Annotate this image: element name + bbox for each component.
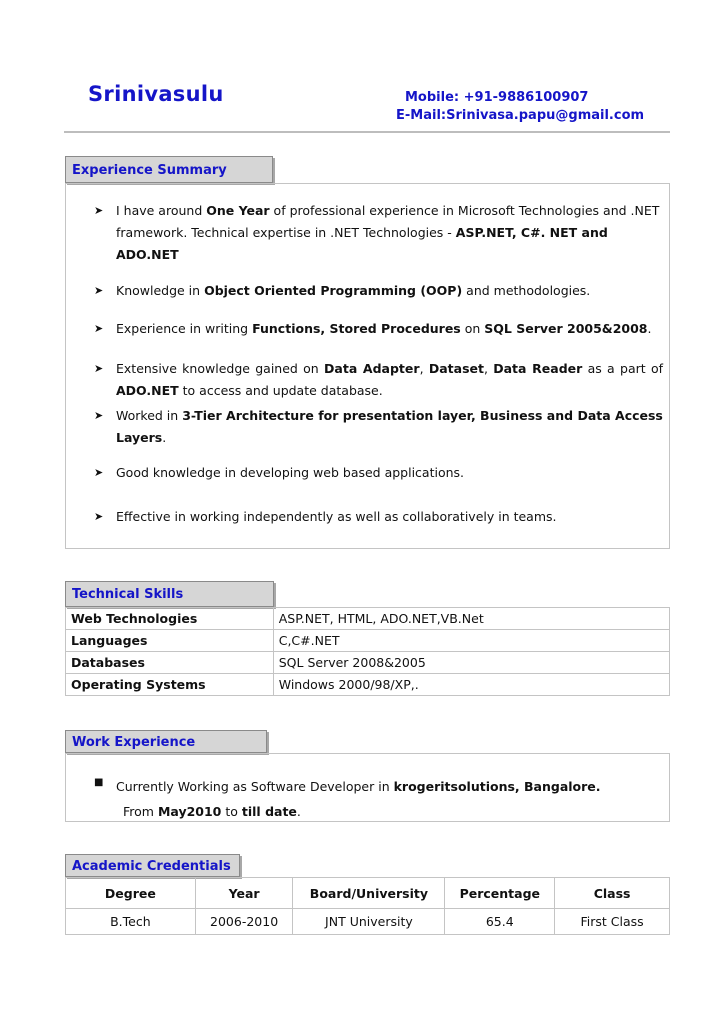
work-text: to [221,804,242,819]
email-label: E-Mail: [396,108,447,123]
table-cell: B.Tech [66,909,196,935]
arrow-bullet-icon: ➤ [94,284,104,297]
table-row [66,652,670,674]
work-duration-line [123,802,301,822]
email-line [396,108,644,123]
work-current-line [116,777,601,797]
mobile-line [405,90,588,105]
arrow-bullet-icon: ➤ [94,466,104,479]
list-item [94,462,663,484]
item-text: . [162,430,167,445]
table-row [66,608,670,630]
list-item [94,405,663,449]
square-bullet-icon: ■ [94,777,104,788]
work-start: May2010 [157,804,222,819]
item-text: of professional experience in Microsoft Technologies and .NET framework. Technical expertise in .NET Technologies - [116,203,660,240]
item-text: and methodologies. [462,283,591,298]
table-cell: JNT University [293,909,445,935]
item-text: Extensive knowledge gained on [116,361,325,376]
table-cell: 65.4 [445,909,555,935]
item-bold: ADO.NET [116,383,179,398]
work-text: . [296,804,301,819]
column-header: Percentage [445,878,555,909]
item-bold: 3-Tier Architecture for presentation layer, Business and Data Access Layers [116,408,663,445]
item-text: , [483,361,494,376]
item-text: . [647,321,652,336]
mobile-label: Mobile: [405,90,460,105]
item-text: Knowledge in [116,283,205,298]
table-row [66,630,670,652]
table-header-row [66,878,670,909]
table-cell: 2006-2010 [195,909,293,935]
work-text: Currently Working as Software Developer in [116,779,394,794]
column-header: Class [555,878,670,909]
item-text: , [419,361,429,376]
item-bold: SQL Server 2005&2008 [484,321,648,336]
item-text: Effective in working independently as well as collaboratively in teams. [116,509,557,524]
work-end: till date [241,804,297,819]
arrow-bullet-icon: ➤ [94,409,104,422]
academic-table [65,877,670,935]
work-experience-title: Work Experience [65,730,267,753]
item-text: as a part of [582,361,663,376]
item-bold: Dataset [428,361,484,376]
item-text: Good knowledge in developing web based applications. [116,465,465,480]
item-text: I have around [116,203,207,218]
item-bold: Data Adapter [324,361,420,376]
candidate-name: Srinivasulu [88,82,224,106]
item-bold: ASP.NET, C#. NET and ADO.NET [116,225,608,262]
list-item-continuation [116,380,663,402]
list-item [94,318,663,340]
item-text: on [460,321,485,336]
column-header: Year [195,878,293,909]
item-bold: Data Reader [493,361,583,376]
mobile-value: +91-9886100907 [463,90,589,105]
arrow-bullet-icon: ➤ [94,362,104,375]
skill-key: Languages [66,630,274,652]
list-item [94,200,663,266]
item-bold: One Year [206,203,270,218]
list-item [94,358,663,380]
academic-credentials-title: Academic Credentials [65,854,240,877]
experience-summary-box [65,183,670,549]
skill-value: C,C#.NET [273,630,669,652]
technical-skills-title: Technical Skills [65,581,274,607]
arrow-bullet-icon: ➤ [94,322,104,335]
column-header: Board/University [293,878,445,909]
item-text: to access and update database. [178,383,383,398]
skill-key: Databases [66,652,274,674]
technical-skills-table [65,607,670,696]
experience-summary-title: Experience Summary [65,156,273,183]
item-bold: Object Oriented Programming (OOP) [204,283,463,298]
email-value[interactable]: Srinivasa.papu@gmail.com [446,108,645,123]
header-divider [64,131,670,133]
list-item [94,506,663,528]
item-text: Worked in [116,408,183,423]
table-row [66,909,670,935]
skill-value: ASP.NET, HTML, ADO.NET,VB.Net [273,608,669,630]
arrow-bullet-icon: ➤ [94,204,104,217]
work-company: krogeritsolutions, Bangalore. [393,779,601,794]
item-text: Experience in writing [116,321,253,336]
skill-key: Operating Systems [66,674,274,696]
skill-value: SQL Server 2008&2005 [273,652,669,674]
table-cell: First Class [555,909,670,935]
skill-key: Web Technologies [66,608,274,630]
work-text: From [123,804,158,819]
arrow-bullet-icon: ➤ [94,510,104,523]
table-row [66,674,670,696]
column-header: Degree [66,878,196,909]
item-bold: Functions, Stored Procedures [252,321,461,336]
list-item [94,280,663,302]
work-experience-box [65,753,670,822]
skill-value: Windows 2000/98/XP,. [273,674,669,696]
